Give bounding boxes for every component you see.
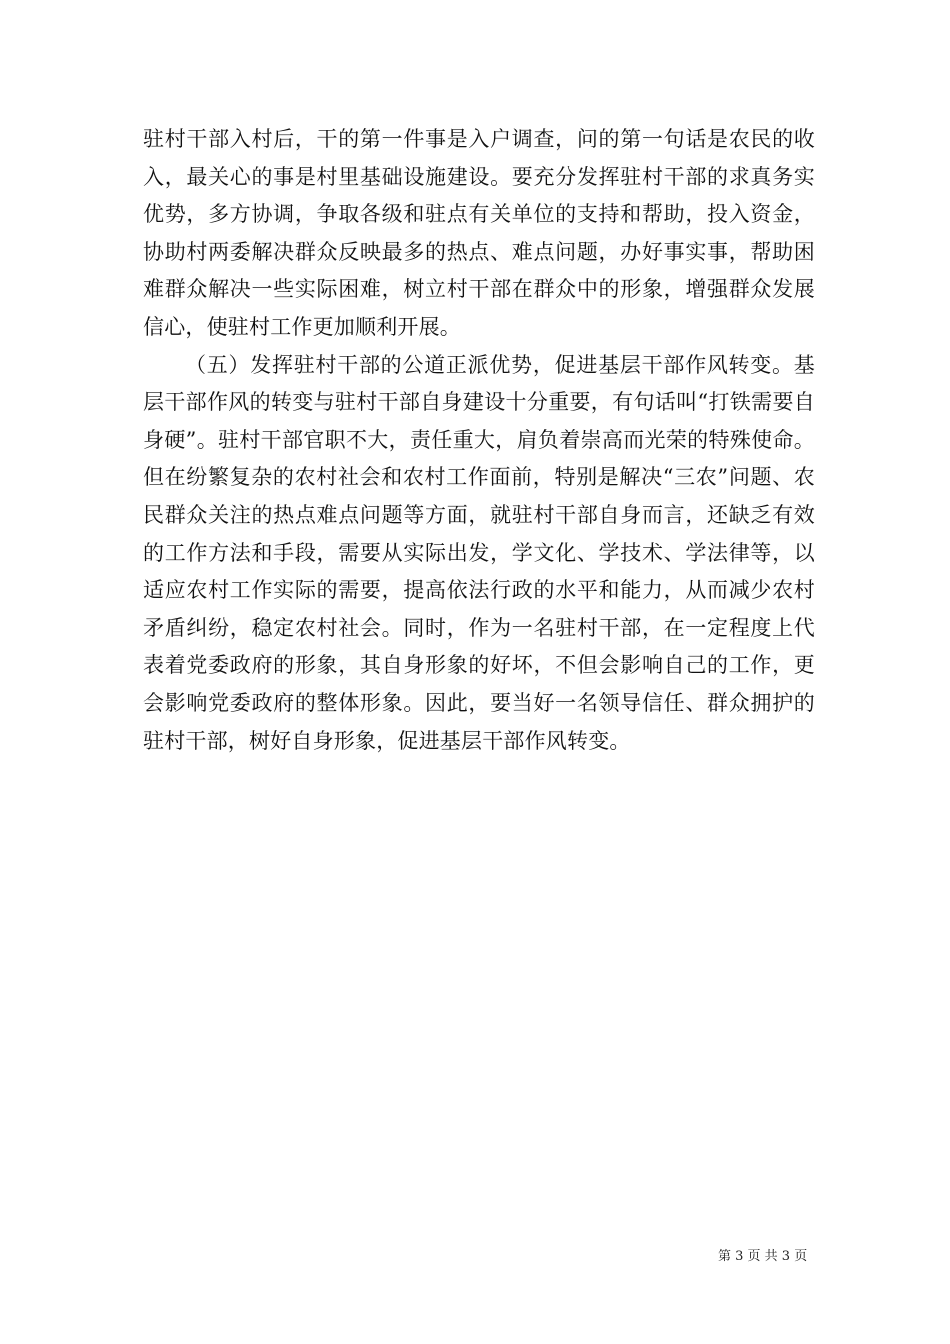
paragraph-1: 驻村干部入村后，干的第一件事是入户调查，问的第一句话是农民的收入，最关心的事是村里基础设施建设。要充分发挥驻村干部的求真务实优势，多方协调，争取各级和驻点有关单位的支持和帮助，投入资金，协助村两委解决群众反映最多的热点、难点问题，办好事实事，帮助困难群众解决一些实际困难，树立村干部在群众中的形象，增强群众发展信心，使驻村工作更加顺利开展。	[143, 127, 815, 339]
paragraph-2: （五）发挥驻村干部的公道正派优势，促进基层干部作风转变。基层干部作风的转变与驻村干部自身建设十分重要，有句话叫“打铁需要自身硬”。驻村干部官职不大，责任重大，肩负着崇高而光荣的特殊使命。但在纷繁复杂的农村社会和农村工作面前，特别是解决“三农”问题、农民群众关注的热点难点问题等方面，就驻村干部自身而言，还缺乏有效的工作方法和手段，需要从实际出发，学文化、学技术、学法律等，以适应农村工作实际的需要，提高依法行政的水平和能力，从而减少农村矛盾纠纷，稳定农村社会。同时，作为一名驻村干部，在一定程度上代表着党委政府的形象，其自身形象的好坏，不但会影响自己的工作，更会影响党委政府的整体形象。因此，要当好一名领导信任、群众拥护的驻村干部，树好自身形象，促进基层干部作风转变。	[143, 352, 815, 753]
page-number-footer: 第 3 页 共 3 页	[718, 1249, 808, 1264]
document-body	[143, 121, 815, 760]
